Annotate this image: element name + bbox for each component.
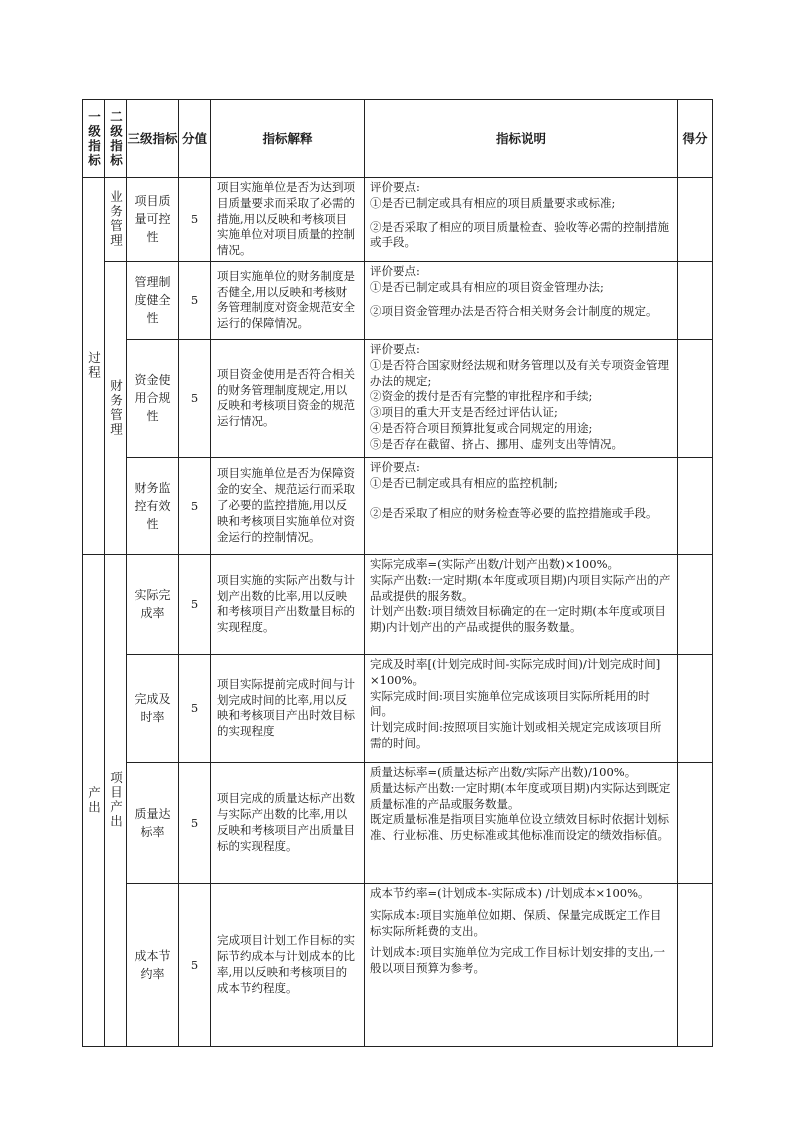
- indicator-explain: 项目完成的质量达标产出数与实际产出数的比率,用以反映和考核项目产出质量目标的实现程度。: [211, 762, 365, 883]
- desc-line: ②是否采取了相应的项目质量检查、验收等必需的控制措施或手段。: [370, 219, 669, 250]
- indicator-desc: [365, 654, 678, 762]
- indicator-name: 管理制度健全性: [127, 261, 179, 339]
- header-got: 得分: [678, 100, 713, 178]
- header-level1: 一级指标: [83, 100, 105, 178]
- desc-line: 实际完成率=(实际产出数/计划产出数)×100%。: [370, 556, 619, 571]
- table-row: [83, 457, 713, 554]
- desc-line: 实际完成时间:项目实施单位完成该项目实际所耗用的时间。: [370, 688, 650, 719]
- indicator-explain: 项目资金使用是否符合相关的财务管理制度规定,用以反映和考核项目资金的规范运行情况。: [211, 339, 365, 457]
- indicator-name: 项目质量可控性: [127, 178, 179, 262]
- score-cell[interactable]: [678, 178, 713, 262]
- indicator-desc: [365, 762, 678, 883]
- group-finance-mgmt: 财务管理: [105, 261, 127, 554]
- header-level2: 二级指标: [105, 100, 127, 178]
- table-row: [83, 883, 713, 1046]
- table-row: [83, 762, 713, 883]
- indicator-name: 财务监控有效性: [127, 457, 179, 554]
- indicator-desc: [365, 261, 678, 339]
- indicator-explain: 项目实施的实际产出数与计划产出数的比率,用以反映和考核项目产出数量目标的实现程度。: [211, 554, 365, 654]
- desc-line: ②资金的拨付是否有完整的审批程序和手续;: [370, 389, 593, 404]
- indicator-score: 5: [179, 178, 211, 262]
- desc-line: 成本节约率=(计划成本-实际成本) /计划成本×100%。: [370, 885, 650, 900]
- desc-line: 评价要点:: [370, 263, 420, 278]
- header-row: [83, 100, 713, 178]
- score-cell[interactable]: [678, 457, 713, 554]
- desc-line: 评价要点:: [370, 341, 420, 356]
- desc-line: ③项目的重大开支是否经过评估认证;: [370, 405, 558, 420]
- group-business-mgmt: 业务管理: [105, 178, 127, 262]
- desc-line: ①是否已制定或具有相应的项目质量要求或标准;: [370, 195, 616, 210]
- desc-line: 质量达标率=(质量达标产出数/实际产出数)/100%。: [370, 764, 637, 779]
- desc-line: ⑤是否存在截留、挤占、挪用、虚列支出等情况。: [370, 436, 623, 451]
- indicator-score: 5: [179, 883, 211, 1046]
- table-row: [83, 339, 713, 457]
- group-output: 产出: [83, 554, 105, 1046]
- desc-line: 计划成本:项目实施单位为完成工作目标计划安排的支出,一般以项目预算为参考。: [370, 945, 666, 976]
- indicator-score: 5: [179, 762, 211, 883]
- indicator-name: 实际完成率: [127, 554, 179, 654]
- score-cell[interactable]: [678, 554, 713, 654]
- indicator-score: 5: [179, 261, 211, 339]
- indicator-desc: [365, 339, 678, 457]
- header-desc: 指标说明: [365, 100, 678, 178]
- indicator-explain: 项目实际提前完成时间与计划完成时间的比率,用以反映和考核项目产出时效目标的实现程度: [211, 654, 365, 762]
- desc-line: ①是否已制定或具有相应的监控机制;: [370, 475, 558, 490]
- indicator-explain: 项目实施单位是否为保障资金的安全、规范运行而采取了必要的监控措施,用以反映和考核项目实施单位对资金运行的控制情况。: [211, 457, 365, 554]
- indicator-score: 5: [179, 339, 211, 457]
- indicator-desc: [365, 883, 678, 1046]
- desc-line: 计划完成时间:按照项目实施计划或相关规定完成该项目所需的时间。: [370, 720, 662, 750]
- desc-line: 评价要点:: [370, 459, 420, 474]
- desc-line: 质量达标产出数:一定时期(本年度或项目期)内实际达到既定质量标准的产品或服务数量。: [370, 780, 671, 811]
- desc-line: 计划产出数:项目绩效目标确定的在一定时期(本年度或项目期)内计划产出的产品或提供的服务数量。: [370, 604, 666, 635]
- indicator-score: 5: [179, 654, 211, 762]
- indicator-table: [82, 99, 713, 1047]
- score-cell[interactable]: [678, 261, 713, 339]
- score-cell[interactable]: [678, 339, 713, 457]
- indicator-name: 质量达标率: [127, 762, 179, 883]
- desc-line: 既定质量标准是指项目实施单位设立绩效目标时依据计划标准、行业标准、历史标准或其他标准而设定的绩效指标值。: [370, 812, 669, 843]
- score-cell[interactable]: [678, 654, 713, 762]
- table-row: [83, 554, 713, 654]
- table-row: [83, 261, 713, 339]
- indicator-score: 5: [179, 457, 211, 554]
- score-cell[interactable]: [678, 762, 713, 883]
- indicator-desc: [365, 457, 678, 554]
- indicator-explain: 完成项目计划工作目标的实际节约成本与计划成本的比率,用以反映和考核项目的成本节约程度。: [211, 883, 365, 1046]
- indicator-explain: 项目实施单位是否为达到项目质量要求而采取了必需的措施,用以反映和考核项目实施单位对项目质量的控制情况。: [211, 178, 365, 262]
- desc-line: ②是否采取了相应的财务检查等必要的监控措施或手段。: [370, 505, 658, 520]
- group-process: 过程: [83, 178, 105, 555]
- desc-line: ①是否符合国家财经法规和财务管理以及有关专项资金管理办法的规定;: [370, 357, 669, 388]
- desc-line: 完成及时率[(计划完成时间-实际完成时间)/计划完成时间] ×100%。: [370, 656, 661, 687]
- group-project-output: 项目产出: [105, 554, 127, 1046]
- indicator-score: 5: [179, 554, 211, 654]
- indicator-name: 资金使用合规性: [127, 339, 179, 457]
- header-score: 分值: [179, 100, 211, 178]
- desc-line: 评价要点:: [370, 180, 420, 194]
- indicator-name: 成本节约率: [127, 883, 179, 1046]
- table-row: [83, 178, 713, 262]
- indicator-desc: [365, 178, 678, 262]
- header-level3: 三级指标: [127, 100, 179, 178]
- desc-line: ①是否已制定或具有相应的项目资金管理办法;: [370, 279, 604, 294]
- indicator-name: 完成及时率: [127, 654, 179, 762]
- header-explain: 指标解释: [211, 100, 365, 178]
- desc-line: 实际成本:项目实施单位如期、保质、保量完成既定工作目标实际所耗费的支出。: [370, 907, 662, 938]
- desc-line: 实际产出数:一定时期(本年度或项目期)内项目实际产出的产品或提供的服务数。: [370, 572, 671, 603]
- score-cell[interactable]: [678, 883, 713, 1046]
- table-row: [83, 654, 713, 762]
- desc-line: ②项目资金管理办法是否符合相关财务会计制度的规定。: [370, 303, 658, 318]
- indicator-explain: 项目实施单位的财务制度是否健全,用以反映和考核财务管理制度对资金规范安全运行的保障情况。: [211, 261, 365, 339]
- desc-line: ④是否符合项目预算批复或合同规定的用途;: [370, 420, 593, 435]
- indicator-desc: [365, 554, 678, 654]
